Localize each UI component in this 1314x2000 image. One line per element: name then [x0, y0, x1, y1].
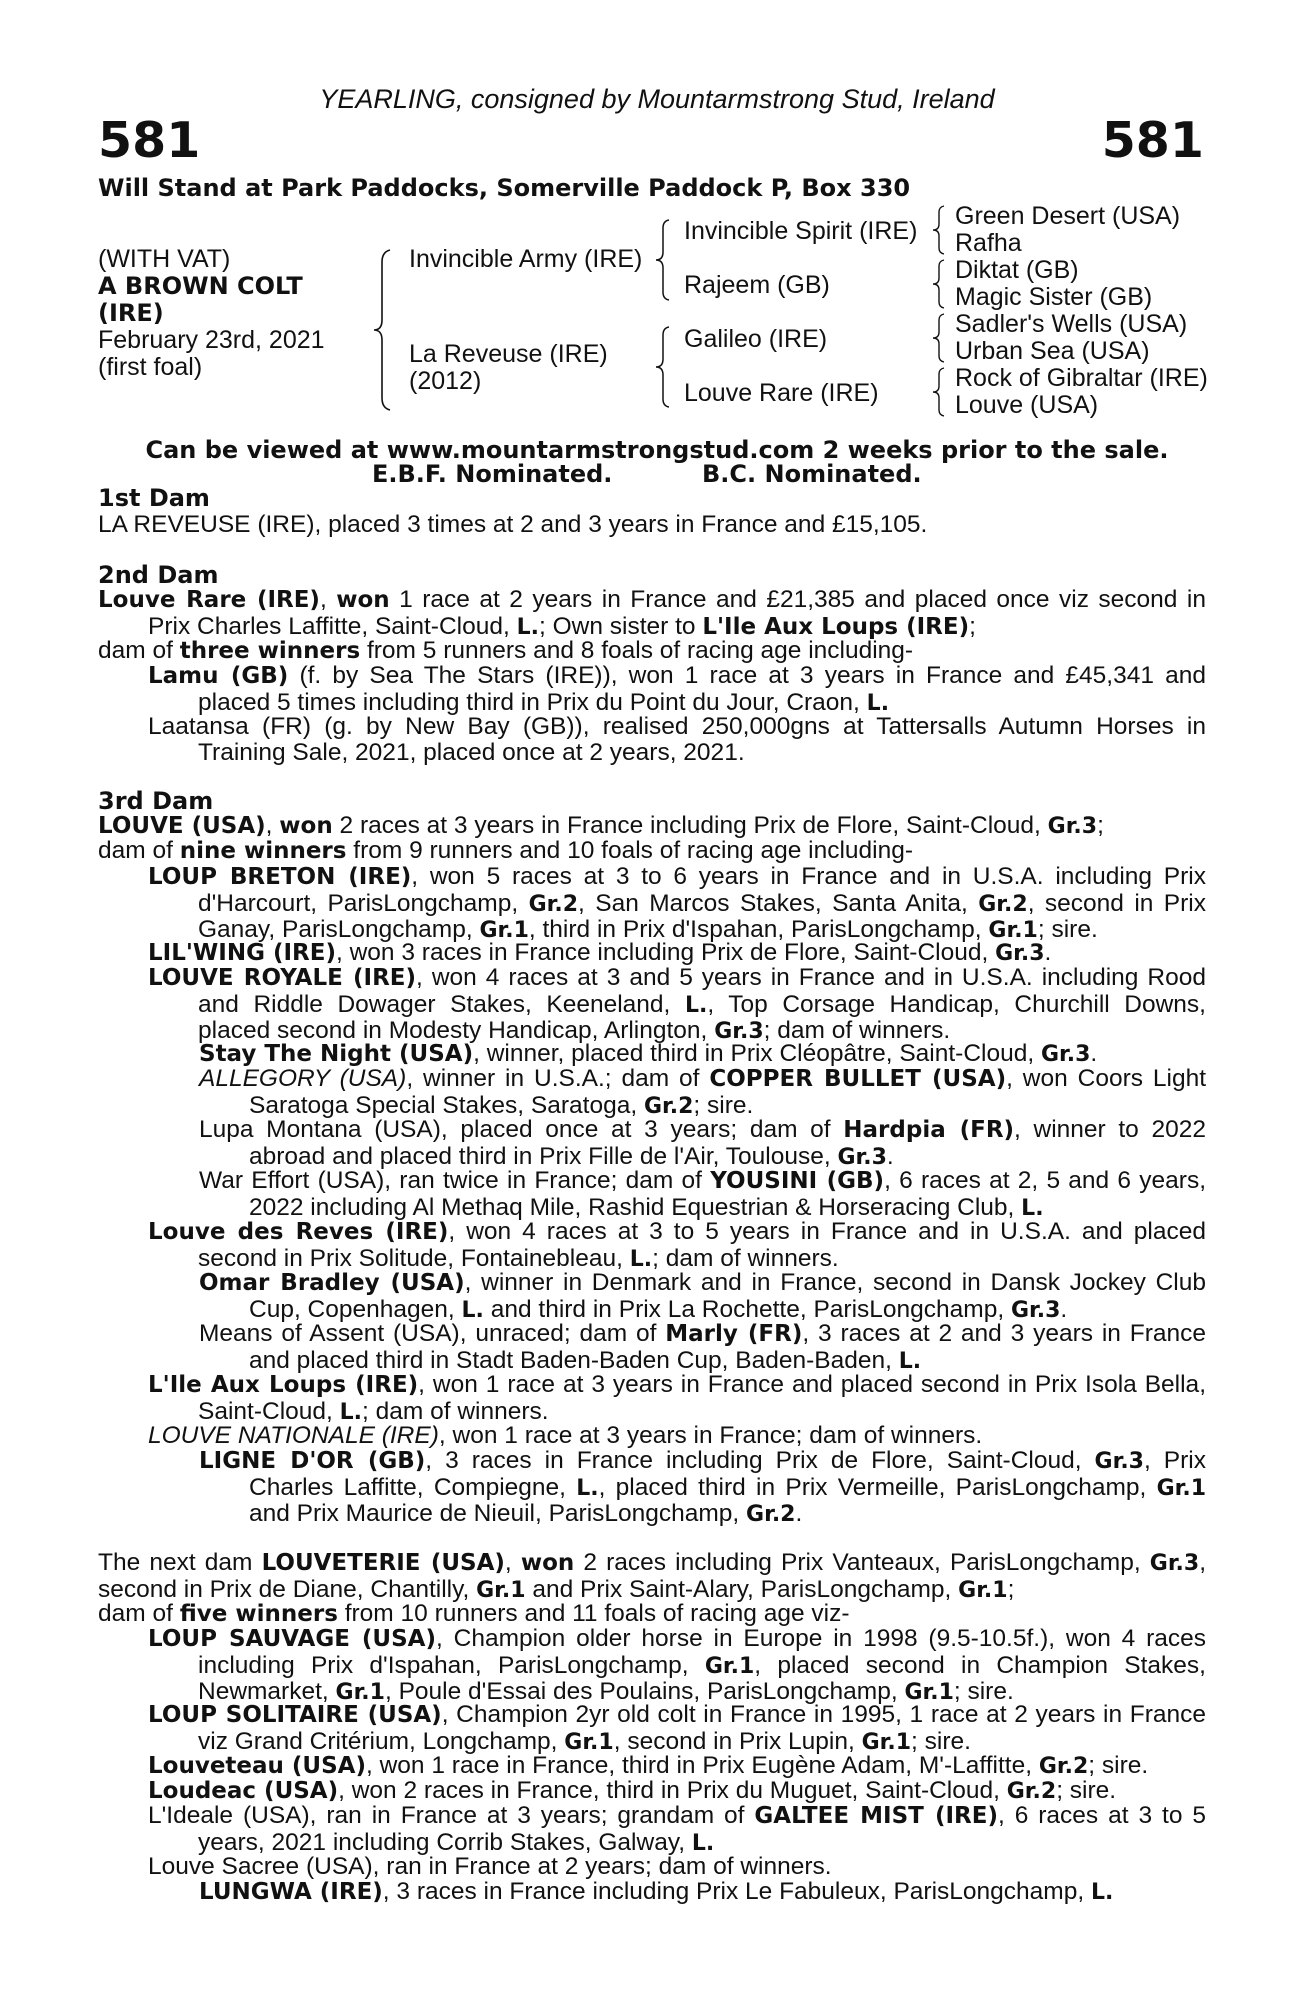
brace-g1: [930, 204, 948, 256]
horse-country: (IRE): [98, 299, 164, 327]
produce-loup-sauvage: LOUP SAUVAGE (USA), Champion older horse in Europe in 1998 (9.5-10.5f.), won 4 races including Prix d'Ispahan, ParisLongchamp, Gr.1, placed second in Champion Stakes, Newmarket, Gr.1, Poule d'Essai des Poulains, ParisLongchamp, Gr.1; sire.: [148, 1625, 1207, 1705]
dam-sire: Galileo (IRE): [684, 325, 828, 353]
second-dam-heading: 2nd Dam: [98, 561, 219, 589]
produce-louve-royale: LOUVE ROYALE (IRE), won 4 races at 3 and 5 years in France and in U.S.A. including Rood and Riddle Dowager Stakes, Keeneland, L., Top Corsage Handicap, Churchill Downs, placed second in Modesty Handicap, Arlington, Gr.3; dam of winners.: [148, 964, 1206, 1044]
produce-means-of-assent: Means of Assent (USA), unraced; dam of Marly (FR), 3 races at 2 and 3 years in France and placed third in Stadt Baden-Baden Cup, Baden-Baden, L.: [199, 1320, 1206, 1374]
foal-note: (first foal): [98, 353, 203, 381]
second-dam-produce-summary: dam of three winners from 5 runners and 8 foals of racing age including-: [98, 637, 914, 664]
produce-ligne-dor: LIGNE D'OR (GB), 3 races in France including Prix de Flore, Saint-Cloud, Gr.3, Prix Charles Laffitte, Compiegne, L., placed third in Prix Vermeille, ParisLongchamp, Gr.1 and Prix Maurice de Nieuil, ParisLongchamp, Gr.2.: [199, 1447, 1206, 1527]
produce-laatansa: Laatansa (FR) (g. by New Bay (GB)), realised 250,000gns at Tattersalls Autumn Horses in Training Sale, 2021, placed once at 2 years, 2021.: [148, 713, 1206, 766]
ancestor-g6: Urban Sea (USA): [955, 337, 1150, 365]
dam-year: (2012): [409, 367, 482, 395]
third-dam-entry: LOUVE (USA), won 2 races at 3 years in France including Prix de Flore, Saint-Cloud, Gr.3;: [98, 812, 1104, 839]
sire-sire: Invincible Spirit (IRE): [684, 217, 918, 245]
third-dam-heading: 3rd Dam: [98, 787, 214, 815]
produce-loudeac: Loudeac (USA), won 2 races in France, third in Prix du Muguet, Saint-Cloud, Gr.2; sire.: [148, 1777, 1117, 1804]
dam-dam: Louve Rare (IRE): [684, 379, 879, 407]
produce-war-effort: War Effort (USA), ran twice in France; dam of YOUSINI (GB), 6 races at 2, 5 and 6 years, 2022 including Al Methaq Mile, Rashid Equestrian & Horseracing Club, L.: [199, 1167, 1207, 1221]
produce-louve-sacree: Louve Sacree (USA), ran in France at 2 years; dam of winners.: [148, 1853, 832, 1880]
produce-louve-des-reves: Louve des Reves (IRE), won 4 races at 3 to 5 years in France and in U.S.A. and placed second in Prix Solitude, Fontainebleau, L.; dam of winners.: [148, 1218, 1206, 1272]
dam-name: La Reveuse (IRE): [409, 340, 608, 368]
produce-lilwing: LIL'WING (IRE), won 3 races in France including Prix de Flore, Saint-Cloud, Gr.3.: [148, 939, 1052, 966]
ancestor-g5: Sadler's Wells (USA): [955, 310, 1188, 338]
produce-loup-breton: LOUP BRETON (IRE), won 5 races at 3 to 6 years in France and in U.S.A. including Prix d'Harcourt, ParisLongchamp, Gr.2, San Marcos Stakes, Santa Anita, Gr.2, second in Prix Ganay, ParisLongchamp, Gr.1, third in Prix d'Ispahan, ParisLongchamp, Gr.1; sire.: [148, 863, 1207, 943]
stand-location: Will Stand at Park Paddocks, Somerville Paddock P, Box 330: [98, 174, 911, 202]
produce-louveteau: Louveteau (USA), won 1 race in France, third in Prix Eugène Adam, M'-Laffitte, Gr.2; sire.: [148, 1752, 1149, 1779]
next-dam-entry: The next dam LOUVETERIE (USA), won 2 races including Prix Vanteaux, ParisLongchamp, Gr.3, second in Prix de Diane, Chantilly, Gr.1 and Prix Saint-Alary, ParisLongchamp, Gr.1;: [98, 1549, 1207, 1603]
viewing-notice: Can be viewed at www.mountarmstrongstud.com 2 weeks prior to the sale.: [145, 436, 1169, 464]
lot-number-left: 581: [98, 112, 201, 169]
ancestor-g3: Diktat (GB): [955, 256, 1079, 284]
produce-lideale: L'Ideale (USA), ran in France at 3 years; grandam of GALTEE MIST (IRE), 6 races at 3 to 5 years, 2021 including Corrib Stakes, Galway, L.: [148, 1802, 1206, 1856]
produce-omar-bradley: Omar Bradley (USA), winner in Denmark and in France, second in Dansk Jockey Club Cup, Copenhagen, L. and third in Prix La Rochette, ParisLongchamp, Gr.3.: [199, 1269, 1206, 1323]
lot-number-right: 581: [1101, 112, 1204, 169]
horse-description: A BROWN COLT: [98, 272, 303, 300]
produce-allegory: ALLEGORY (USA), winner in U.S.A.; dam of COPPER BULLET (USA), won Coors Light Saratoga Special Stakes, Saratoga, Gr.2; sire.: [199, 1065, 1206, 1119]
produce-lupa-montana: Lupa Montana (USA), placed once at 3 years; dam of Hardpia (FR), winner to 2022 abroad and placed third in Prix Fille de l'Air, Toulouse, Gr.3.: [199, 1116, 1206, 1170]
ancestor-g7: Rock of Gibraltar (IRE): [955, 364, 1208, 392]
brace-g2: [930, 258, 948, 310]
ancestor-g4: Magic Sister (GB): [955, 283, 1153, 311]
bc-nominated: B.C. Nominated.: [702, 460, 922, 488]
produce-stay-the-night: Stay The Night (USA), winner, placed third in Prix Cléopâtre, Saint-Cloud, Gr.3.: [199, 1040, 1098, 1067]
first-dam-heading: 1st Dam: [98, 484, 210, 512]
consignor-subtitle: YEARLING, consigned by Mountarmstrong Stud, Ireland: [319, 84, 995, 114]
produce-louve-nationale: LOUVE NATIONALE (IRE), won 1 race at 3 years in France; dam of winners.: [148, 1422, 983, 1449]
vat-note: (WITH VAT): [98, 245, 231, 273]
sire-dam: Rajeem (GB): [684, 271, 830, 299]
pedigree-brace-main: [370, 248, 396, 413]
sire-brace: [653, 218, 673, 303]
produce-lungwa: LUNGWA (IRE), 3 races in France including Prix Le Fabuleux, ParisLongchamp, L.: [199, 1878, 1114, 1905]
foaling-date: February 23rd, 2021: [98, 326, 325, 354]
ebf-nominated: E.B.F. Nominated.: [372, 460, 613, 488]
second-dam-entry: Louve Rare (IRE), won 1 race at 2 years in France and £21,385 and placed once viz second in Prix Charles Laffitte, Saint-Cloud, L.; Own sister to L'Ile Aux Loups (IRE);: [98, 586, 1206, 640]
ancestor-g2: Rafha: [955, 229, 1022, 257]
brace-g3: [930, 312, 948, 364]
ancestor-g8: Louve (USA): [955, 391, 1099, 419]
brace-g4: [930, 366, 948, 418]
next-dam-produce-summary: dam of five winners from 10 runners and 11 foals of racing age viz-: [98, 1600, 850, 1627]
sire-name: Invincible Army (IRE): [409, 245, 643, 273]
produce-lamu: Lamu (GB) (f. by Sea The Stars (IRE)), won 1 race at 3 years in France and £45,341 and placed 5 times including third in Prix du Point du Jour, Craon, L.: [148, 662, 1207, 716]
ancestor-g1: Green Desert (USA): [955, 202, 1181, 230]
dam-brace: [653, 325, 673, 410]
produce-lile-aux-loups: L'Ile Aux Loups (IRE), won 1 race at 3 years in France and placed second in Prix Isola Bella, Saint-Cloud, L.; dam of winners.: [148, 1371, 1206, 1425]
first-dam-text: LA REVEUSE (IRE), placed 3 times at 2 and 3 years in France and £15,105.: [98, 511, 928, 538]
third-dam-produce-summary: dam of nine winners from 9 runners and 10 foals of racing age including-: [98, 837, 914, 864]
produce-loup-solitaire: LOUP SOLITAIRE (USA), Champion 2yr old colt in France in 1995, 1 race at 2 years in France viz Grand Critérium, Longchamp, Gr.1, second in Prix Lupin, Gr.1; sire.: [148, 1701, 1207, 1755]
